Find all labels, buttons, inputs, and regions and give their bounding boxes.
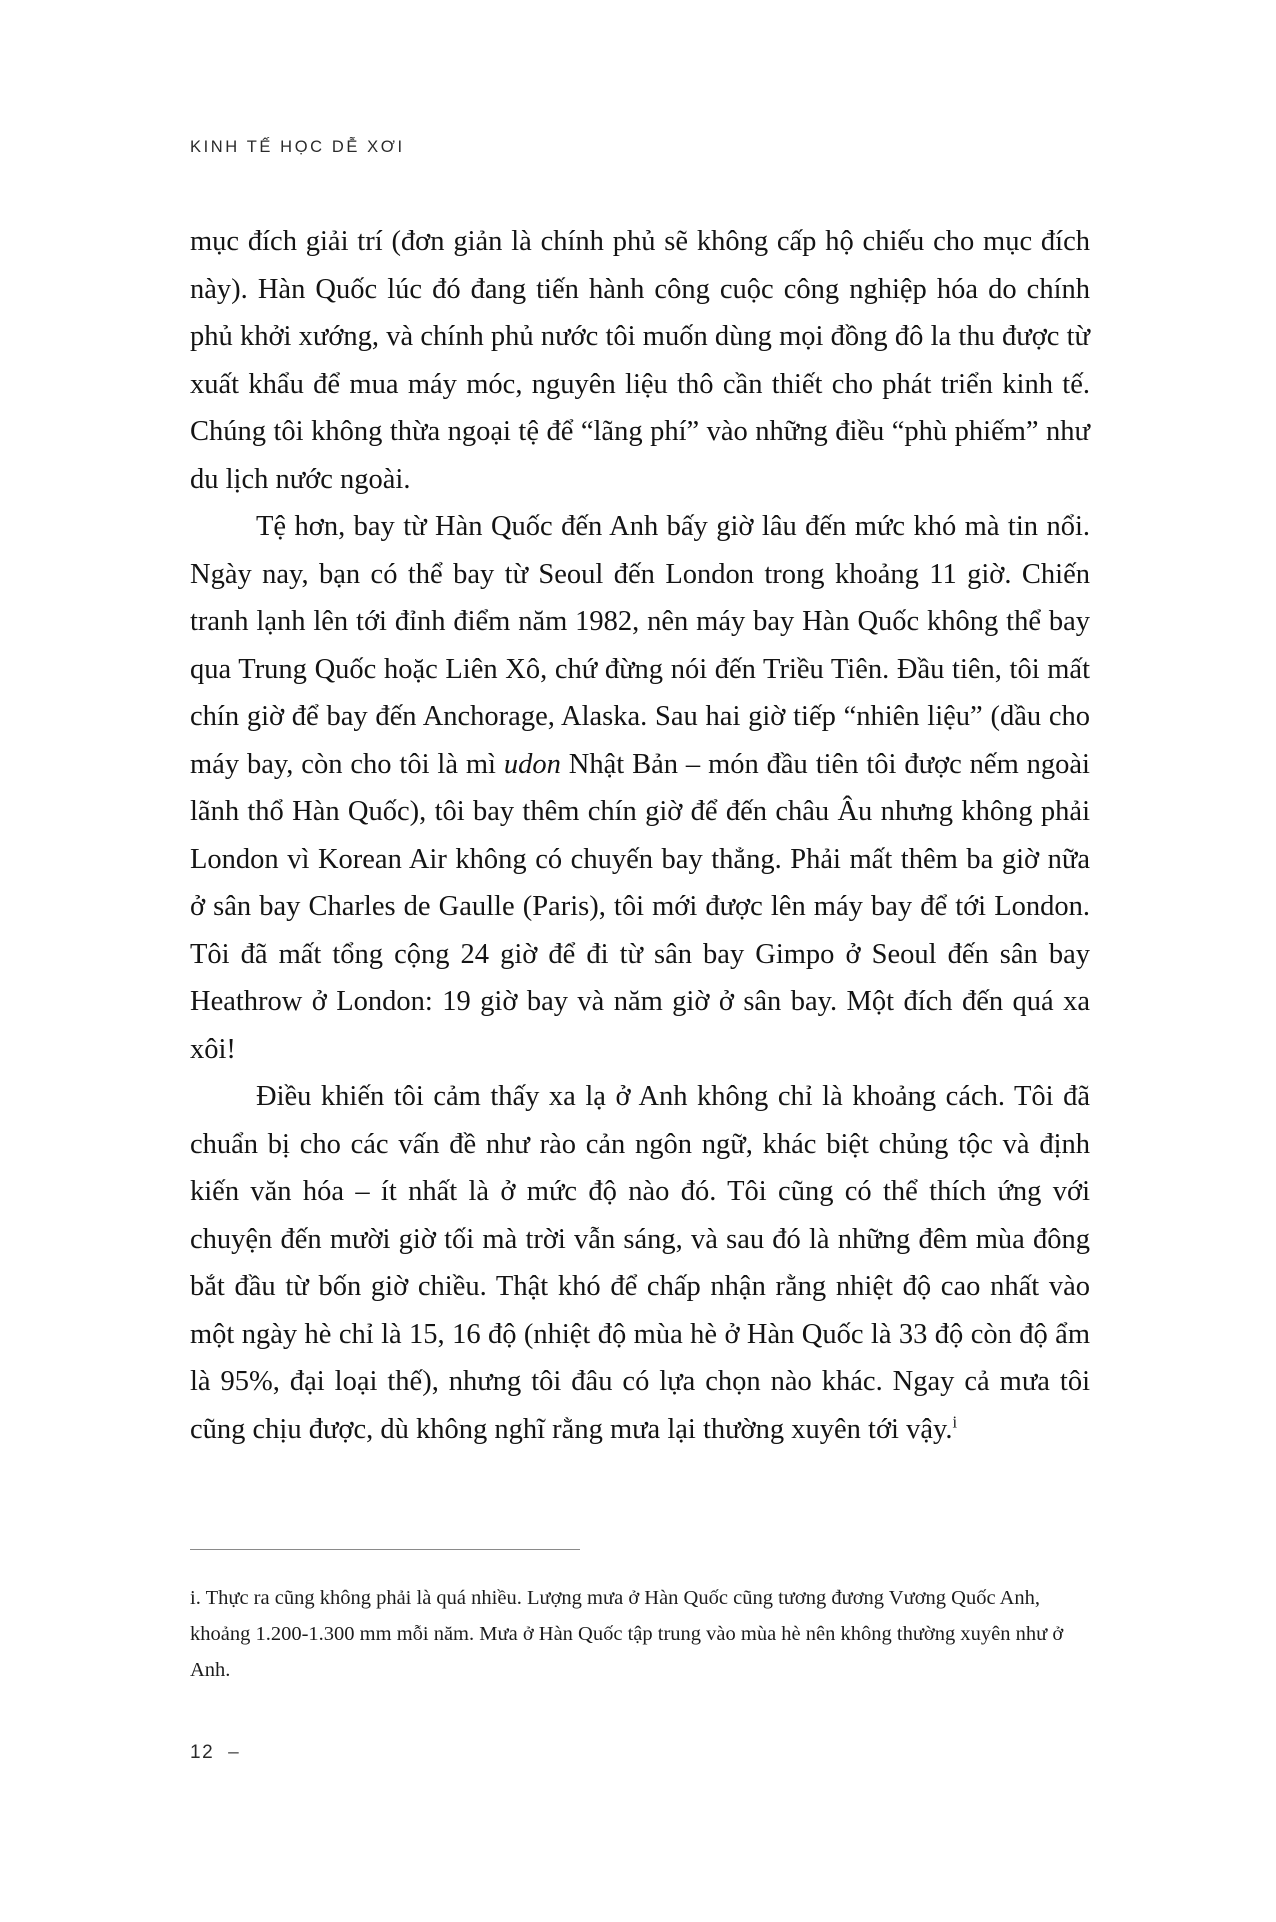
paragraph-2 [190,503,1090,1073]
folio-dash: – [228,1742,241,1763]
footnote-text: i. Thực ra cũng không phải là quá nhiều. Lượng mưa ở Hàn Quốc cũng tương đương Vương Quốc Anh, khoảng 1.200-1.300 mm mỗi năm. Mưa ở Hàn Quốc tập trung vào mùa hè nên không thường xuyên như ở Anh. [190,1587,1064,1681]
paragraph-3-part1: Điều khiến tôi cảm thấy xa lạ ở Anh không chỉ là khoảng cách. Tôi đã chuẩn bị cho các vấn đề như rào cản ngôn ngữ, khác biệt chủng tộc và định kiến văn hóa – ít nhất là ở mức độ nào đó. Tôi cũng có thể thích ứng với chuyện đến mười giờ tối mà trời vẫn sáng, và sau đó là những đêm mùa đông bắt đầu từ bốn giờ chiều. Thật khó để chấp nhận rằng nhiệt độ cao nhất vào một ngày hè chỉ là 15, 16 độ (nhiệt độ mùa hè ở Hàn Quốc là 33 độ còn độ ẩm là 95%, đại loại thế), nhưng tôi đâu có lựa chọn nào khác. Ngay cả mưa tôi cũng chịu được, dù không nghĩ rằng mưa lại thường xuyên tới vậy. [190,1081,1090,1445]
running-head: KINH TẾ HỌC DỄ XƠI [190,138,405,156]
paragraph-2-part1: Tệ hơn, bay từ Hàn Quốc đến Anh bấy giờ lâu đến mức khó mà tin nổi. Ngày nay, bạn có thể bay từ Seoul đến London trong khoảng 11 giờ. Chiến tranh lạnh lên tới đỉnh điểm năm 1982, nên máy bay Hàn Quốc không thể bay qua Trung Quốc hoặc Liên Xô, chứ đừng nói đến Triều Tiên. Đầu tiên, tôi mất chín giờ để bay đến Anchorage, Alaska. Sau hai giờ tiếp “nhiên liệu” (dầu cho máy bay, còn cho tôi là mì [190,511,1090,780]
paragraph-2-part2: Nhật Bản – món đầu tiên tôi được nếm ngoài lãnh thổ Hàn Quốc), tôi bay thêm chín giờ để đến châu Âu nhưng không phải London vì Korean Air không có chuyến bay thẳng. Phải mất thêm ba giờ nữa ở sân bay Charles de Gaulle (Paris), tôi mới được lên máy bay để tới London. Tôi đã mất tổng cộng 24 giờ để đi từ sân bay Gimpo ở Seoul đến sân bay Heathrow ở London: 19 giờ bay và năm giờ ở sân bay. Một đích đến quá xa xôi! [190,748,1090,1065]
paragraph-2-italic-term: udon [503,748,561,780]
page-folio [190,1742,240,1764]
folio-number: 12 [190,1742,215,1763]
body-text-block [190,218,1090,1453]
paragraph-3 [190,1073,1090,1453]
paragraph-1: mục đích giải trí (đơn giản là chính phủ sẽ không cấp hộ chiếu cho mục đích này). Hàn Quốc lúc đó đang tiến hành công cuộc công nghiệp hóa do chính phủ khởi xướng, và chính phủ nước tôi muốn dùng mọi đồng đô la thu được từ xuất khẩu để mua máy móc, nguyên liệu thô cần thiết cho phát triển kinh tế. Chúng tôi không thừa ngoại tệ để “lãng phí” vào những điều “phù phiếm” như du lịch nước ngoài. [190,226,1090,495]
footnote-marker[interactable]: i [952,1412,958,1431]
footnote-block [190,1580,1090,1688]
footnote-divider [190,1549,580,1550]
